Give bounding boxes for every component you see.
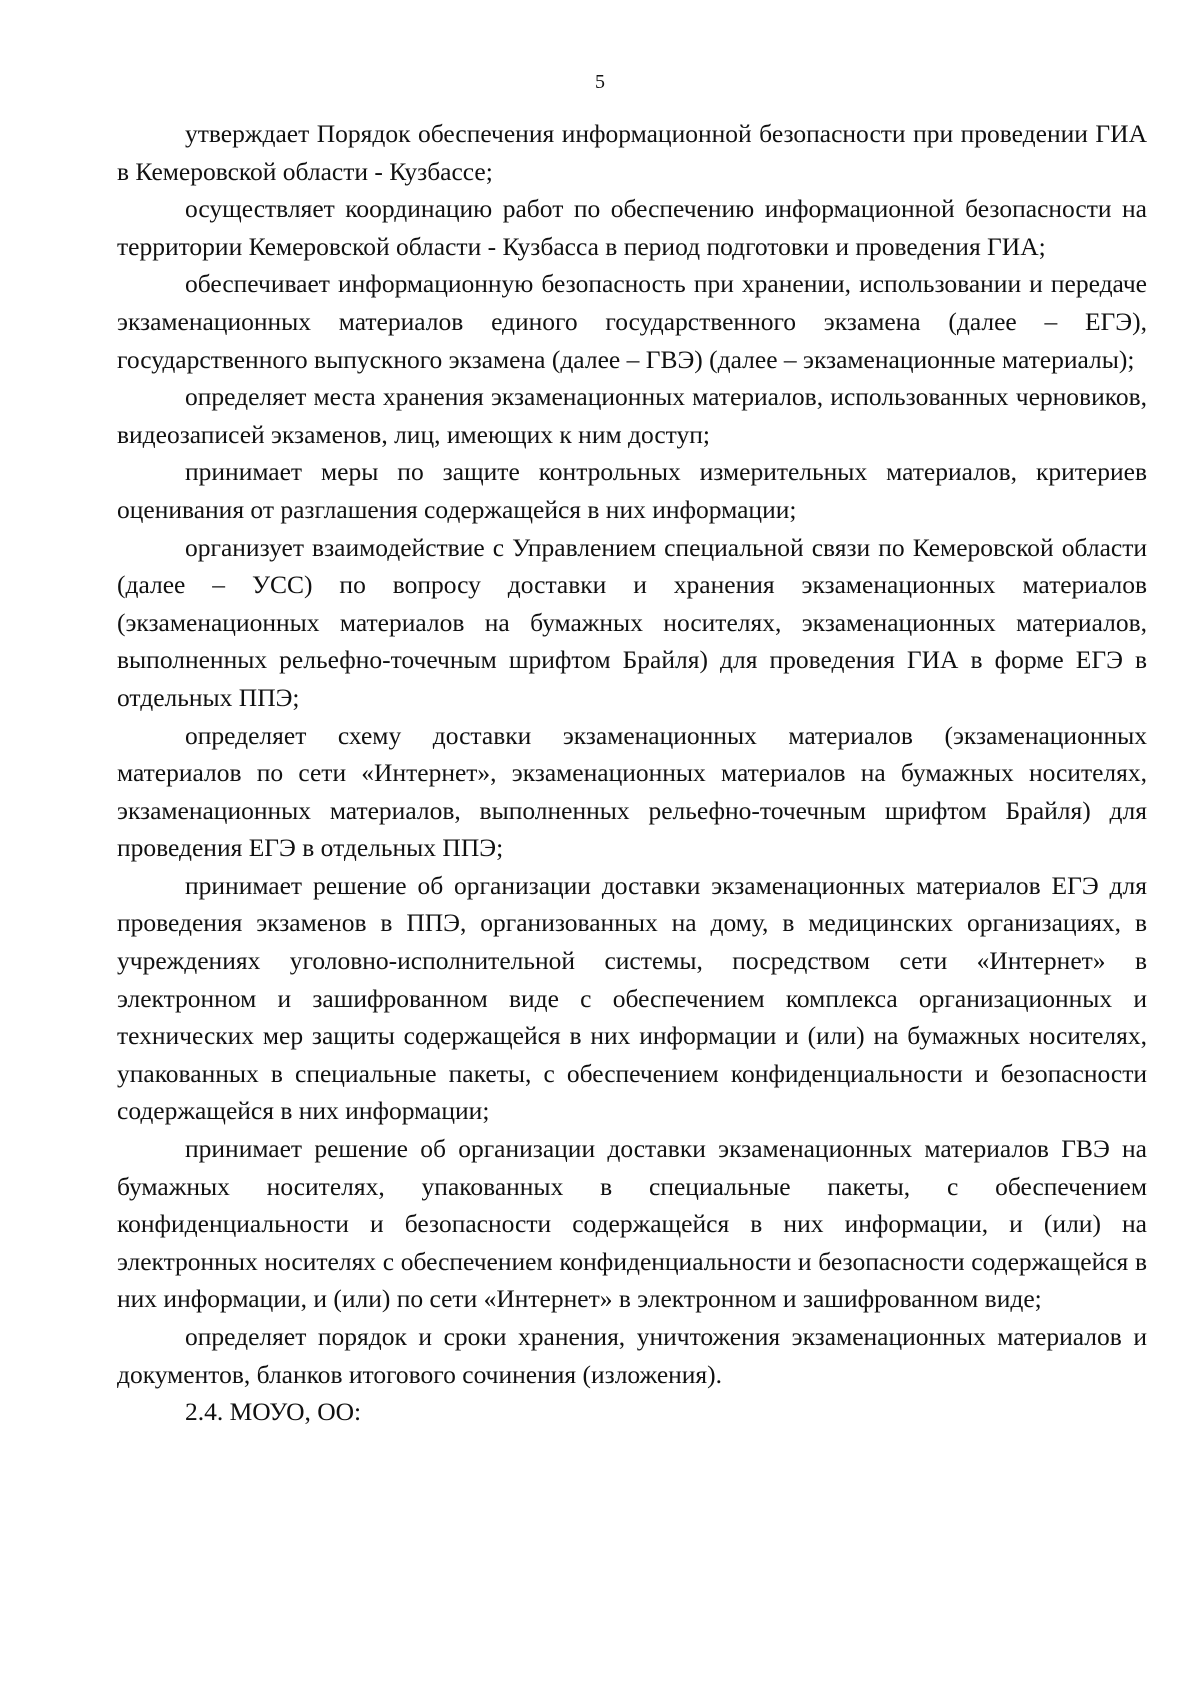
paragraph: определяет места хранения экзаменационных материалов, использованных черновиков, видеозаписей экзаменов, лиц, имеющих к ним доступ; bbox=[117, 382, 1147, 449]
document-body bbox=[117, 115, 1147, 1431]
page-number: 5 bbox=[595, 71, 605, 93]
section-heading: 2.4. МОУО, ОО: bbox=[185, 1397, 362, 1427]
paragraph: принимает решение об организации доставки экзаменационных материалов ЕГЭ для проведения экзаменов в ППЭ, организованных на дому, в медицинских организациях, в учреждениях уголовно-исполнительной системы, посредством сети «Интернет» в электронном и зашифрованном виде с обеспечением комплекса организационных и технических мер защиты содержащейся в них информации и (или) на бумажных носителях, упакованных в специальные пакеты, с обеспечением конфиденциальности и безопасности содержащейся в них информации; bbox=[117, 870, 1147, 1126]
paragraph: осуществляет координацию работ по обеспечению информационной безопасности на территории Кемеровской области - Кузбасса в период подготовки и проведения ГИА; bbox=[117, 194, 1147, 261]
paragraph: определяет порядок и сроки хранения, уничтожения экзаменационных материалов и документов, бланков итогового сочинения (изложения). bbox=[117, 1322, 1147, 1389]
paragraph: принимает решение об организации доставки экзаменационных материалов ГВЭ на бумажных носителях, упакованных в специальные пакеты, с обеспечением конфиденциальности и безопасности содержащейся в них информации, и (или) на электронных носителях с обеспечением конфиденциальности и безопасности содержащейся в них информации, и (или) по сети «Интернет» в электронном и зашифрованном виде; bbox=[117, 1134, 1147, 1314]
paragraph: принимает меры по защите контрольных измерительных материалов, критериев оценивания от разглашения содержащейся в них информации; bbox=[117, 457, 1147, 524]
paragraph: организует взаимодействие с Управлением специальной связи по Кемеровской области (далее – УСС) по вопросу доставки и хранения экзаменационных материалов (экзаменационных материалов на бумажных носителях, экзаменационных материалов, выполненных рельефно-точечным шрифтом Брайля) для проведения ГИА в форме ЕГЭ в отдельных ППЭ; bbox=[117, 532, 1147, 712]
paragraph: утверждает Порядок обеспечения информационной безопасности при проведении ГИА в Кемеровской области - Кузбассе; bbox=[117, 119, 1147, 186]
paragraph: обеспечивает информационную безопасность при хранении, использовании и передаче экзаменационных материалов единого государственного экзамена (далее – ЕГЭ), государственного выпускного экзамена (далее – ГВЭ) (далее – экзаменационные материалы); bbox=[117, 269, 1147, 374]
paragraph: определяет схему доставки экзаменационных материалов (экзаменационных материалов по сети «Интернет», экзаменационных материалов на бумажных носителях, экзаменационных материалов, выполненных рельефно-точечным шрифтом Брайля) для проведения ЕГЭ в отдельных ППЭ; bbox=[117, 720, 1147, 863]
